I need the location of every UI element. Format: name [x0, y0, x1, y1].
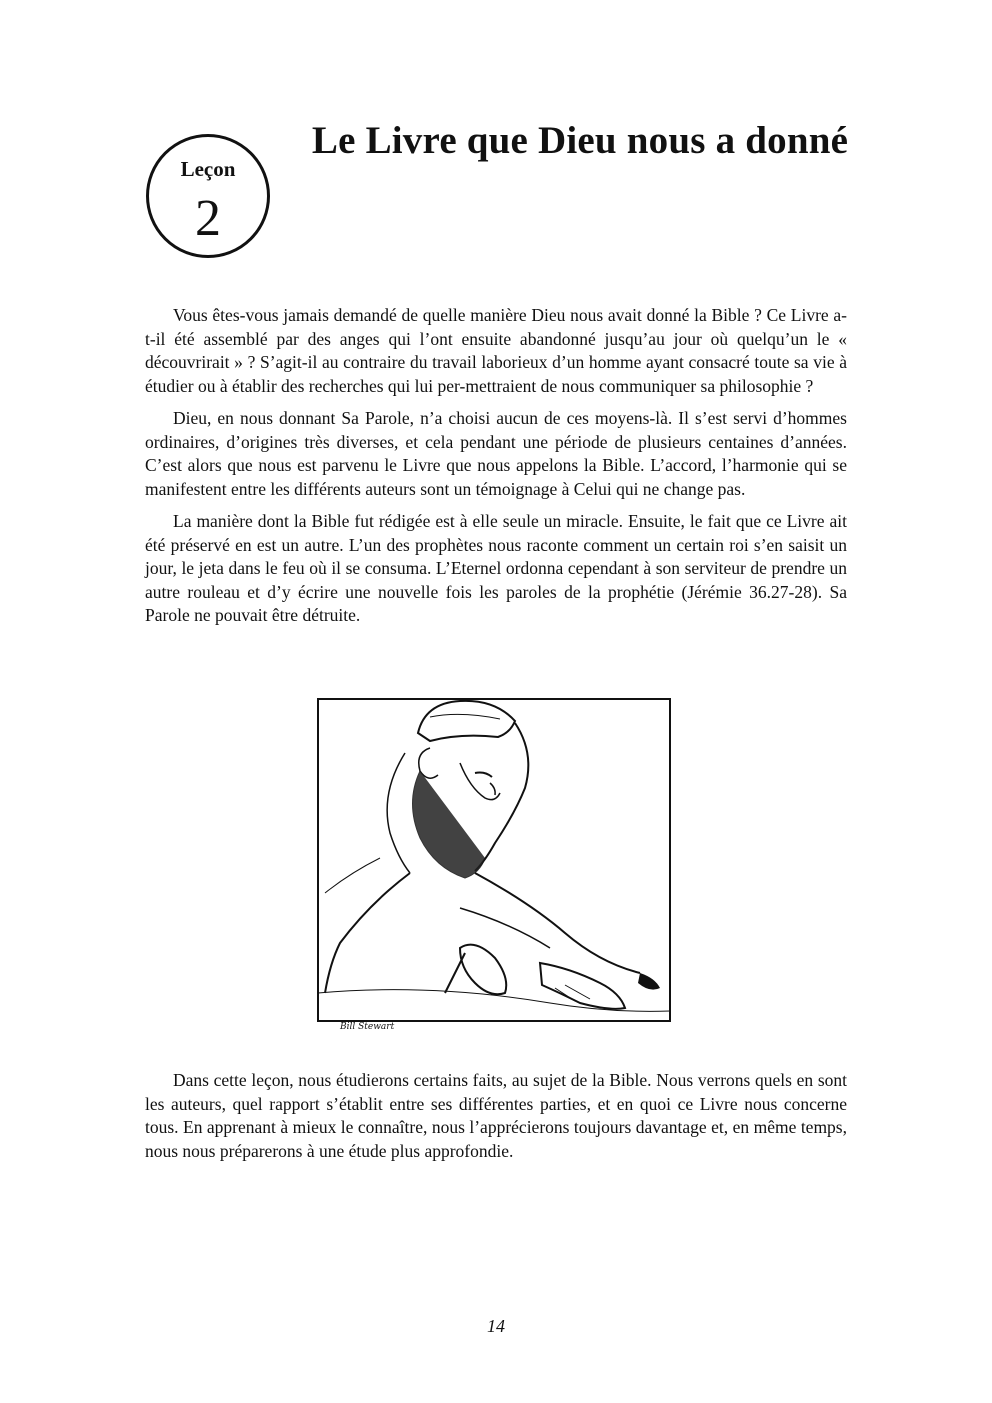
paragraph: Dans cette leçon, nous étudierons certains faits, au sujet de la Bible. Nous verrons quels en sont les auteurs, quel rapport s’établit entre ses différentes parties, et en quoi ce Livre nous concerne tous. En apprenant à mieux le connaître, nous l’apprécierons toujours davantage et, en même temps, nous nous préparerons à une étude plus approfondie.	[145, 1070, 847, 1161]
lesson-label: Leçon	[180, 157, 236, 181]
paragraph: Vous êtes-vous jamais demandé de quelle manière Dieu nous avait donné la Bible ? Ce Livre a-t-il été assemblé par des anges qui l’ont ensuite abandonné jusqu’au jour où quelqu’un le « découvrirait » ? S’agit-il au contraire du travail laborieux d’un homme ayant consacré toute sa vie à étudier ou à établir des recherches qui lui per-mettraient de nous communiquer sa philosophie ?	[145, 305, 847, 396]
scribe-illustration	[310, 693, 672, 1033]
intro-text	[145, 304, 847, 637]
page-title: Le Livre que Dieu nous a donné	[311, 119, 849, 162]
paragraph: Dieu, en nous donnant Sa Parole, n’a choisi aucun de ces moyens-là. Il s’est servi d’hommes ordinaires, d’origines très diverses, et cela pendant une période de plusieurs centaines d’années. C’est alors que nous est parvenu le Livre que nous appelons la Bible. L’accord, l’harmonie qui se manifestent entre les différents auteurs sont un témoignage à Celui qui ne change pas.	[145, 408, 847, 499]
page-number: 14	[487, 1316, 505, 1336]
paragraph: La manière dont la Bible fut rédigée est à elle seule un miracle. Ensuite, le fait que ce Livre ait été préservé en est un autre. L’un des prophètes nous raconte comment un certain roi s’en saisit un jour, le jeta dans le feu où il se consuma. L’Eternel ordonna cependant à son serviteur de prendre un autre rouleau et d’y écrire une nouvelle fois les paroles de la prophétie (Jérémie 36.27-28). Sa Parole ne pouvait être détruite.	[145, 511, 847, 625]
illustration-signature: Bill Stewart	[340, 1022, 395, 1032]
closing-text	[145, 1069, 847, 1172]
lesson-number: 2	[195, 190, 221, 247]
lesson-badge	[146, 134, 270, 258]
